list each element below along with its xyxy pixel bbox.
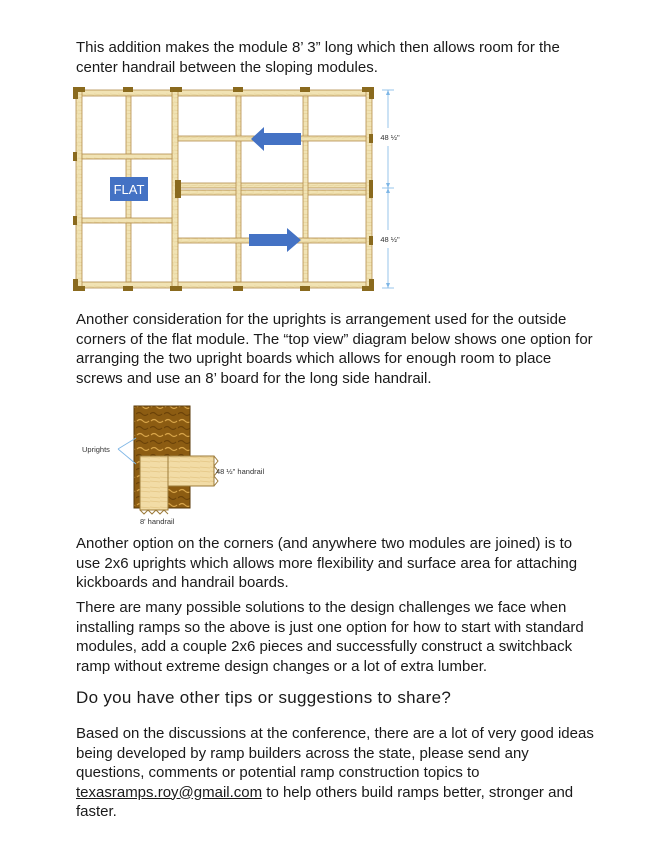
- corner-top-view-diagram: [80, 404, 300, 528]
- dimension-label-lower: 48 ½": [380, 235, 400, 244]
- bracket: [369, 236, 373, 245]
- bracket: [175, 180, 181, 198]
- closing-text-after: to help others build ramps better, stronger and faster.: [76, 783, 574, 820]
- bracket: [369, 87, 374, 99]
- corners-paragraph: Another consideration for the uprights is arrangement used for the outside corners of the flat module. The “top view” diagram below shows one option for arranging the two upright boards which allows for enough room to place screws and use an 8’ board for the long side handrail.: [76, 311, 593, 387]
- bracket: [369, 180, 373, 198]
- frame-left-board: [76, 90, 82, 288]
- tips-heading: Do you have other tips or suggestions to share?: [76, 688, 452, 707]
- dimension-arrowhead: [386, 283, 390, 288]
- long-handrail-cut-end: [140, 510, 168, 514]
- bracket: [300, 87, 310, 92]
- long-handrail-label: 8' handrail: [140, 517, 175, 526]
- module-separator-board-a: [178, 183, 366, 188]
- long-handrail-board: [140, 456, 168, 510]
- module-plan-diagram: [70, 84, 410, 296]
- bracket: [73, 279, 78, 291]
- arrow-right-icon: [249, 228, 301, 252]
- bracket: [233, 286, 243, 291]
- flat-label: FLAT: [113, 182, 145, 197]
- dimension-arrowhead: [386, 188, 390, 193]
- bracket: [300, 286, 310, 291]
- bracket: [170, 286, 182, 291]
- uprights-pointer-line: [118, 449, 136, 464]
- module-separator-board-b: [178, 190, 366, 195]
- option-paragraph: Another option on the corners (and anywhere two modules are joined) is to use 2x6 uprights which allows more flexibility and surface area for attaching kickboards and handrail boards.: [76, 535, 578, 591]
- uprights-pointer-line: [118, 438, 136, 449]
- frame-bottom-board: [76, 282, 372, 288]
- solutions-paragraph: There are many possible solutions to the design challenges we face when installing ramps so the above is just one option for how to start with standard modules, add a couple 2x6 pieces and successfully construct a switchback ramp without extreme design changes or a lot of extra lumber.: [76, 599, 584, 675]
- flat-cross-board-lower: [82, 218, 172, 223]
- dimension-arrowhead: [386, 90, 390, 95]
- short-handrail-label: 48 ½" handrail: [216, 467, 265, 476]
- slope-joist-1: [236, 96, 241, 282]
- arrow-left-icon: [251, 127, 301, 151]
- closing-text-before: Based on the discussions at the conference, there are a lot of very good ideas being developed by ramp builders across the state, please send any questions, comments or potential ramp construction topics to: [76, 725, 594, 781]
- bracket: [233, 87, 243, 92]
- uprights-label: Uprights: [82, 445, 110, 454]
- dimension-label-upper: 48 ½": [380, 133, 400, 142]
- bracket: [73, 216, 77, 225]
- bracket: [73, 152, 77, 161]
- bracket: [170, 87, 182, 92]
- bracket: [369, 134, 373, 143]
- frame-top-board: [76, 90, 372, 96]
- slope-joist-2: [303, 96, 308, 282]
- bracket: [123, 87, 133, 92]
- bracket: [73, 87, 78, 99]
- intro-paragraph: This addition makes the module 8’ 3” long which then allows room for the center handrail between the sloping modules.: [76, 39, 560, 76]
- flat-cross-board-upper: [82, 154, 172, 159]
- dimension-arrowhead: [386, 183, 390, 188]
- bracket: [369, 279, 374, 291]
- bracket: [123, 286, 133, 291]
- email-link[interactable]: texasramps.roy@gmail.com: [76, 783, 263, 801]
- closing-paragraph: [76, 724, 596, 822]
